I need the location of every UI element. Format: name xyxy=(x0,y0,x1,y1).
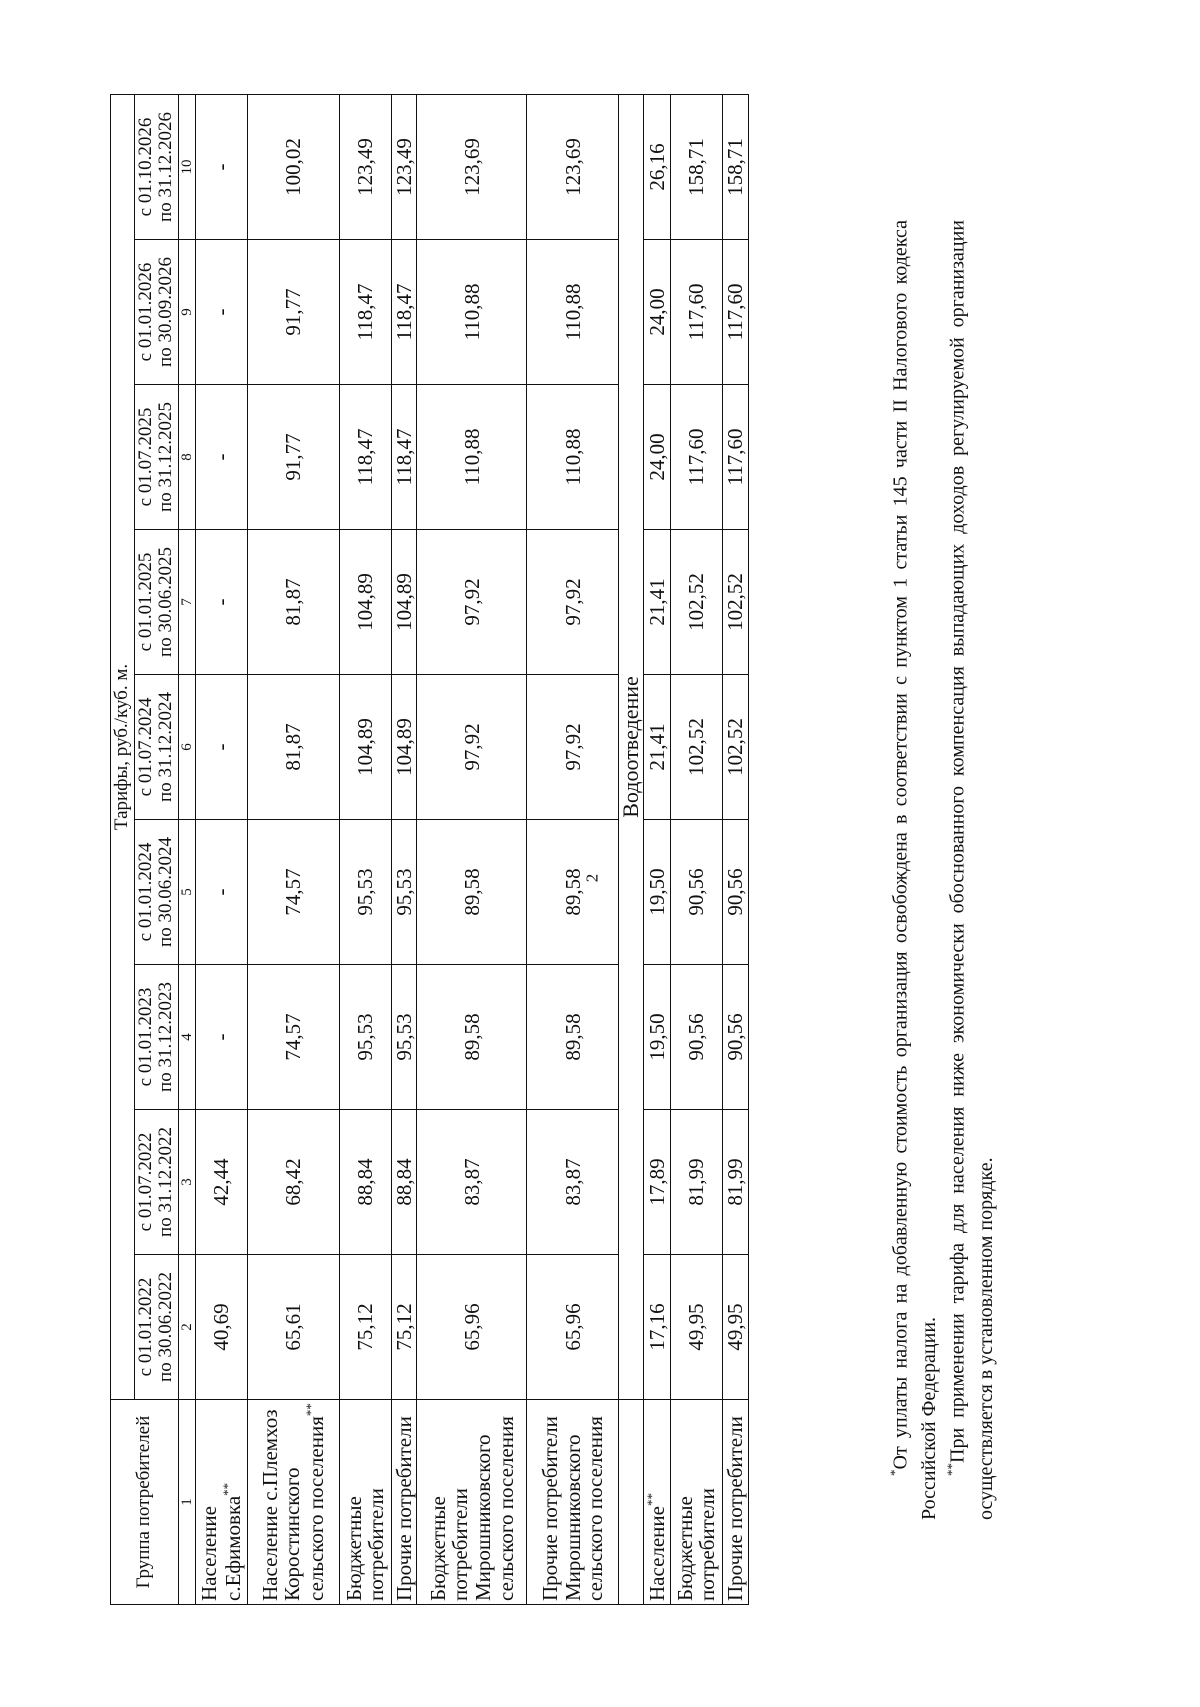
table-row xyxy=(722,94,748,1604)
tariff-value: 81,99 xyxy=(670,1110,722,1255)
row-label xyxy=(527,1400,619,1605)
tariff-value: - xyxy=(195,820,247,965)
tariff-value: 110,88 xyxy=(527,240,619,385)
column-number: 8 xyxy=(178,385,195,530)
tariff-value: 123,69 xyxy=(527,94,619,239)
tariff-value: 117,60 xyxy=(670,385,722,530)
column-number: 7 xyxy=(178,530,195,675)
tariff-value: 118,47 xyxy=(339,240,391,385)
row-label-text: Бюджетные потребители xyxy=(341,1488,389,1601)
column-number-row xyxy=(178,94,195,1604)
group-header: Группа потребителей xyxy=(111,1400,179,1605)
footnote-1-mark: * xyxy=(887,1469,902,1476)
row-label xyxy=(644,1400,671,1605)
row-label-text: Прочие потребители Мирошниковского сельского поселения xyxy=(537,1416,608,1601)
tariff-value: - xyxy=(195,240,247,385)
period-header-row xyxy=(134,94,178,1604)
period-to: по 31.12.2023 xyxy=(155,982,177,1092)
period-header xyxy=(134,675,178,820)
row-label-text: Бюджетные потребители Мирошниковского сельского поселения xyxy=(425,1416,518,1601)
tariff-value: 95,53 xyxy=(391,820,417,965)
tariff-value: 95,53 xyxy=(339,965,391,1110)
period-header xyxy=(134,94,178,239)
tariff-value: 89,58 xyxy=(527,965,619,1110)
tariff-value: - xyxy=(195,675,247,820)
tariff-value: 88,84 xyxy=(339,1110,391,1255)
tariff-value: 75,12 xyxy=(339,1255,391,1400)
period-to: по 30.09.2026 xyxy=(155,257,177,367)
period-header xyxy=(134,385,178,530)
tariff-value: 158,71 xyxy=(670,94,722,239)
tariff-value: 89,58 xyxy=(527,820,619,965)
page-number: 2 xyxy=(582,873,602,883)
tariff-value: 65,96 xyxy=(417,1255,527,1400)
tariff-value: 97,92 xyxy=(527,675,619,820)
tariff-value: 118,47 xyxy=(391,385,417,530)
tariff-value: 81,87 xyxy=(247,675,339,820)
period-from: с 01.01.2025 xyxy=(134,552,156,652)
period-to: по 30.06.2025 xyxy=(155,547,177,657)
tariff-value: - xyxy=(195,385,247,530)
row-label-mark: ** xyxy=(303,1403,319,1417)
row-label-mark: ** xyxy=(219,1482,235,1496)
tariff-value: 95,53 xyxy=(391,965,417,1110)
tariff-value: 110,88 xyxy=(417,385,527,530)
tariff-value: 110,88 xyxy=(527,385,619,530)
tariff-value: 102,52 xyxy=(670,530,722,675)
tariff-value: 102,52 xyxy=(670,675,722,820)
tariff-value: 74,57 xyxy=(247,965,339,1110)
tariff-value: 90,56 xyxy=(670,965,722,1110)
tariff-value: 97,92 xyxy=(417,675,527,820)
row-label xyxy=(339,1400,391,1605)
footnote-2 xyxy=(943,220,1000,1520)
tariff-value: 74,57 xyxy=(247,820,339,965)
column-number: 2 xyxy=(178,1255,195,1400)
tariff-value: 91,77 xyxy=(247,240,339,385)
tariff-value: 24,00 xyxy=(644,240,671,385)
tariff-value: 102,52 xyxy=(722,530,748,675)
tariff-value: 118,47 xyxy=(339,385,391,530)
period-from: с 01.07.2024 xyxy=(134,697,156,797)
section-empty-cell xyxy=(619,1400,644,1605)
tariff-value: 49,95 xyxy=(670,1255,722,1400)
period-header xyxy=(134,965,178,1110)
footnote-1 xyxy=(886,220,943,1520)
period-from: с 01.01.2022 xyxy=(134,1277,156,1377)
tariff-value: 65,96 xyxy=(527,1255,619,1400)
tariff-value: 90,56 xyxy=(722,965,748,1110)
tariff-value: 42,44 xyxy=(195,1110,247,1255)
table-row xyxy=(644,94,671,1604)
tariff-value: 123,69 xyxy=(417,94,527,239)
tariff-value: - xyxy=(195,530,247,675)
column-number: 5 xyxy=(178,820,195,965)
table-row xyxy=(670,94,722,1604)
period-header xyxy=(134,530,178,675)
tariff-value: 117,60 xyxy=(670,240,722,385)
tariff-value: 49,95 xyxy=(722,1255,748,1400)
section-row xyxy=(619,94,644,1604)
tariff-value: 102,52 xyxy=(722,675,748,820)
period-to: по 30.06.2022 xyxy=(155,1272,177,1382)
period-to: по 31.12.2025 xyxy=(155,402,177,512)
tariff-value: 83,87 xyxy=(527,1110,619,1255)
footnote-2-text: При применении тарифа для населения ниже экономически обоснованного компенсация выпадающих доходов регулируемой организации осуществляется в установленном порядке. xyxy=(947,220,998,1520)
tariff-value: 19,50 xyxy=(644,820,671,965)
tariff-value: 104,89 xyxy=(339,530,391,675)
footnotes xyxy=(886,220,996,1520)
tariff-value: 21,41 xyxy=(644,675,671,820)
row-label xyxy=(391,1400,417,1605)
tariff-value: 123,49 xyxy=(391,94,417,239)
tariff-value: 88,84 xyxy=(391,1110,417,1255)
tariff-value: 17,89 xyxy=(644,1110,671,1255)
column-number: 10 xyxy=(178,94,195,239)
tariff-value: 104,89 xyxy=(339,675,391,820)
row-label-mark: ** xyxy=(644,1493,660,1507)
header-row-1 xyxy=(111,94,135,1604)
row-label-text: Население xyxy=(645,1506,670,1601)
tariff-value: 83,87 xyxy=(417,1110,527,1255)
footnote-1-text: От уплаты налога на добавленную стоимость организация освобождена в соответствии с пунктом 1 статьи 145 части II Налогового кодекса Российской Федерации. xyxy=(889,220,941,1520)
period-header xyxy=(134,240,178,385)
tariff-header: Тарифы, руб./куб. м. xyxy=(111,94,135,1399)
tariff-value: 68,42 xyxy=(247,1110,339,1255)
table-body xyxy=(178,94,748,1604)
tariff-value: 24,00 xyxy=(644,385,671,530)
period-header xyxy=(134,820,178,965)
period-to: по 31.12.2026 xyxy=(155,112,177,222)
row-label-text: Прочие потребители xyxy=(722,1416,747,1601)
period-to: по 31.12.2022 xyxy=(155,1127,177,1237)
tariff-value: 95,53 xyxy=(339,820,391,965)
tariff-value: 97,92 xyxy=(417,530,527,675)
column-number: 6 xyxy=(178,675,195,820)
table-row xyxy=(417,94,527,1604)
tariff-value: 90,56 xyxy=(722,820,748,965)
row-label xyxy=(722,1400,748,1605)
tariff-value: 97,92 xyxy=(527,530,619,675)
tariff-value: 90,56 xyxy=(670,820,722,965)
tariff-value: 17,16 xyxy=(644,1255,671,1400)
tariff-value: 89,58 xyxy=(417,820,527,965)
column-number: 3 xyxy=(178,1110,195,1255)
table-row xyxy=(195,94,247,1604)
period-header xyxy=(134,1110,178,1255)
tariff-value: 89,58 xyxy=(417,965,527,1110)
period-header xyxy=(134,1255,178,1400)
row-label-text: Население с.Племхоз Коростинского сельского поселения xyxy=(257,1409,329,1601)
column-number: 9 xyxy=(178,240,195,385)
column-number: 1 xyxy=(178,1400,195,1605)
tariff-value: 65,61 xyxy=(247,1255,339,1400)
table-row xyxy=(339,94,391,1604)
row-label-text: Прочие потребители xyxy=(391,1416,416,1601)
period-from: с 01.01.2024 xyxy=(134,842,156,942)
period-to: по 31.12.2024 xyxy=(155,692,177,802)
table-row xyxy=(247,94,339,1604)
tariff-value: 26,16 xyxy=(644,94,671,239)
tariff-value: 110,88 xyxy=(417,240,527,385)
column-number: 4 xyxy=(178,965,195,1110)
footnote-2-mark: ** xyxy=(944,1463,960,1476)
tariff-value: 19,50 xyxy=(644,965,671,1110)
tariff-value: 81,87 xyxy=(247,530,339,675)
tariff-value: 118,47 xyxy=(391,240,417,385)
period-from: с 01.01.2026 xyxy=(134,262,156,362)
tariff-value: 117,60 xyxy=(722,240,748,385)
rotated-table-container xyxy=(110,95,747,1605)
row-label xyxy=(195,1400,247,1605)
tariff-value: 100,02 xyxy=(247,94,339,239)
period-from: с 01.10.2026 xyxy=(134,117,156,217)
tariff-value: 104,89 xyxy=(391,675,417,820)
tariff-value: 123,49 xyxy=(339,94,391,239)
period-to: по 30.06.2024 xyxy=(155,837,177,947)
tariff-table xyxy=(110,94,749,1605)
row-label xyxy=(417,1400,527,1605)
tariff-value: 40,69 xyxy=(195,1255,247,1400)
row-label xyxy=(247,1400,339,1605)
tariff-value: - xyxy=(195,94,247,239)
table-row xyxy=(391,94,417,1604)
tariff-value: 104,89 xyxy=(391,530,417,675)
row-label xyxy=(670,1400,722,1605)
tariff-value: 91,77 xyxy=(247,385,339,530)
period-from: с 01.07.2025 xyxy=(134,407,156,507)
period-from: с 01.01.2023 xyxy=(134,987,156,1087)
period-from: с 01.07.2022 xyxy=(134,1132,156,1232)
table-row xyxy=(527,94,619,1604)
tariff-value: 75,12 xyxy=(391,1255,417,1400)
tariff-value: 81,99 xyxy=(722,1110,748,1255)
tariff-value: 158,71 xyxy=(722,94,748,239)
tariff-value: 117,60 xyxy=(722,385,748,530)
tariff-value: - xyxy=(195,965,247,1110)
tariff-value: 21,41 xyxy=(644,530,671,675)
row-label-text: Население с.Ефимовка xyxy=(197,1495,245,1601)
section-title: Водоотведение xyxy=(619,94,644,1399)
row-label-text: Бюджетные потребители xyxy=(672,1488,720,1601)
